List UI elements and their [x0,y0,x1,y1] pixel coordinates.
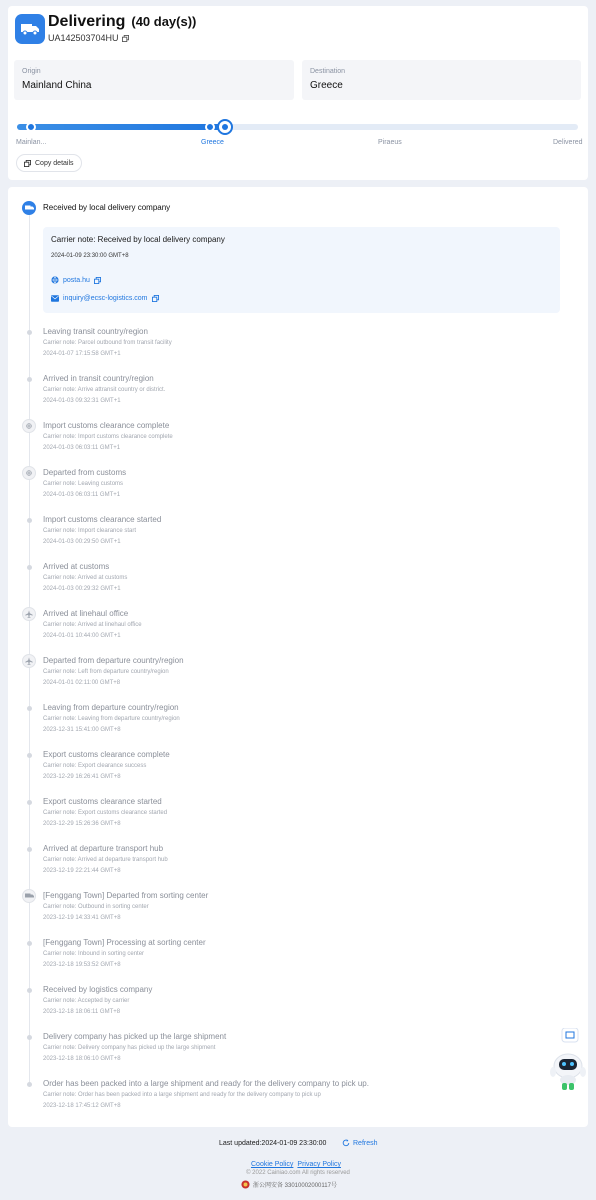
status-text: Delivering [48,13,126,30]
copyright: © 2022 Cainiao.com All rights reserved [246,1170,350,1176]
route-progress-bar [17,124,578,130]
destination-label: Destination [310,68,346,75]
event-title: Departed from departure country/region [43,656,184,665]
refresh-label: Refresh [353,1139,378,1147]
event-time: 2024-01-03 06:03:11 GMT+1 [43,492,121,498]
event-carrier-note: Carrier note: Accepted by carrier [43,998,130,1004]
event-time: 2023-12-18 19:53:52 GMT+8 [43,962,121,968]
event-time: 2024-01-03 06:03:11 GMT+1 [43,445,121,451]
event-carrier-note: Carrier note: Left from departure country/region [43,669,169,675]
customs-icon [22,419,36,433]
last-updated: Last updated:2024-01-09 23:30:00 [219,1140,327,1147]
police-badge-icon [241,1180,250,1189]
greece-dot [205,122,215,132]
origin-box [14,60,294,100]
origin-label: Origin [22,68,41,75]
event-title: Arrived in transit country/region [43,374,154,383]
stop-piraeus: Piraeus [378,139,402,146]
airplane-icon [22,654,36,668]
event-time: 2023-12-19 14:33:41 GMT+8 [43,915,121,921]
timeline-dot [27,800,32,805]
tracking-number-row [48,33,129,43]
event-carrier-note: Carrier note: Leaving customs [43,481,124,487]
event-time: 2023-12-18 18:06:11 GMT+8 [43,1009,121,1015]
event-title: Leaving transit country/region [43,327,148,336]
event-carrier-note: Carrier note: Parcel outbound from transit facility [43,340,172,346]
status-title [48,13,196,31]
customs-icon [22,466,36,480]
copy-details-label: Copy details [35,159,74,167]
globe-icon [51,276,59,284]
latest-carrier-note: Carrier note: Received by local delivery company [51,235,225,244]
assistant-robot-button[interactable] [548,1028,588,1092]
event-carrier-note: Carrier note: Arrived at linehaul office [43,622,142,628]
destination-value: Greece [310,80,343,91]
event-carrier-note: Carrier note: Arrive attransit country or district. [43,387,166,393]
latest-event-time: 2024-01-09 23:30:00 GMT+8 [51,253,129,259]
event-time: 2024-01-03 09:32:31 GMT+1 [43,398,121,404]
event-carrier-note: Carrier note: Order has been packed into a large shipment and ready for the delivery company to pick up [43,1092,321,1098]
carrier-email[interactable]: inquiry@ecsc-logistics.com [63,295,148,302]
event-time: 2023-12-29 15:26:36 GMT+8 [43,821,121,827]
event-time: 2023-12-18 18:06:10 GMT+8 [43,1056,121,1062]
event-time: 2024-01-01 10:44:00 GMT+1 [43,633,121,639]
event-time: 2024-01-03 00:29:32 GMT+1 [43,586,121,592]
carrier-email-link[interactable] [51,295,159,302]
stop-origin: Mainlan... [16,139,47,146]
event-title: Import customs clearance complete [43,421,170,430]
current-position-marker [217,119,233,135]
timeline-dot [27,1035,32,1040]
cookie-policy-link[interactable]: Cookie Policy [251,1161,294,1168]
event-time: 2024-01-01 02:11:00 GMT+8 [43,680,121,686]
event-carrier-note: Carrier note: Leaving from departure country/region [43,716,180,722]
copy-icon[interactable] [152,295,159,302]
privacy-policy-link[interactable]: Privacy Policy [297,1161,341,1168]
event-title: Received by logistics company [43,985,153,994]
timeline-dot [27,706,32,711]
truck-icon [22,889,36,903]
timeline-dot [27,1082,32,1087]
timeline-dot [27,377,32,382]
event-title: Import customs clearance started [43,515,162,524]
refresh-button[interactable] [342,1139,378,1147]
event-title: [Fenggang Town] Processing at sorting center [43,938,206,947]
icp-record[interactable] [241,1180,337,1189]
event-title: Delivery company has picked up the large shipment [43,1032,227,1041]
copy-icon [24,160,31,167]
stop-greece: Greece [201,139,224,146]
icp-text: 浙公网安备 33010002000117号 [253,1183,337,1189]
event-carrier-note: Carrier note: Inbound in sorting center [43,951,145,957]
event-time: 2023-12-31 15:41:00 GMT+8 [43,727,121,733]
event-time: 2024-01-03 00:29:50 GMT+1 [43,539,121,545]
tracking-number: UA142503704HU [48,33,119,43]
event-carrier-note: Carrier note: Import clearance start [43,528,137,534]
destination-box [302,60,581,100]
event-time: 2024-01-07 17:15:58 GMT+1 [43,351,121,357]
latest-event-title: Received by local delivery company [43,203,171,212]
shipment-summary-card [8,6,588,180]
event-time: 2023-12-19 22:21:44 GMT+8 [43,868,121,874]
footer-links [251,1161,345,1168]
event-carrier-note: Carrier note: Import customs clearance complete [43,434,173,440]
latest-event-detail [43,227,560,313]
refresh-icon [342,1139,350,1147]
event-carrier-note: Carrier note: Export customs clearance started [43,810,168,816]
event-time: 2023-12-29 16:26:41 GMT+8 [43,774,121,780]
event-title: Departed from customs [43,468,127,477]
carrier-website-link[interactable] [51,276,101,284]
truck-icon [22,201,36,215]
event-title: Leaving from departure country/region [43,703,179,712]
event-time: 2023-12-18 17:45:12 GMT+8 [43,1103,121,1109]
timeline-dot [27,330,32,335]
event-title: Order has been packed into a large shipment and ready for the delivery company to pick up. [43,1079,369,1088]
delivery-truck-icon [15,14,45,44]
timeline-dot [27,988,32,993]
route-progress-fill [17,124,225,130]
timeline-dot [27,565,32,570]
event-carrier-note: Carrier note: Delivery company has picked up the large shipment [43,1045,216,1051]
transit-days: (40 day(s)) [131,14,197,29]
event-carrier-note: Carrier note: Arrived at departure transport hub [43,857,168,863]
timeline-dot [27,518,32,523]
timeline-dot [27,941,32,946]
origin-value: Mainland China [22,80,92,91]
airplane-icon [22,607,36,621]
event-carrier-note: Carrier note: Export clearance success [43,763,147,769]
tracking-timeline [8,187,588,1127]
copy-details-button[interactable] [16,154,82,172]
carrier-website[interactable]: posta.hu [63,276,90,284]
event-title: [Fenggang Town] Departed from sorting center [43,891,209,900]
origin-dot [26,122,36,132]
mail-icon [51,295,59,302]
event-title: Arrived at customs [43,562,110,571]
stop-delivered: Delivered [553,139,583,146]
event-carrier-note: Carrier note: Arrived at customs [43,575,128,581]
event-title: Arrived at departure transport hub [43,844,164,853]
event-title: Export customs clearance complete [43,750,170,759]
timeline-dot [27,753,32,758]
timeline-line [29,209,30,1084]
copy-icon[interactable] [122,35,129,42]
timeline-dot [27,847,32,852]
event-title: Export customs clearance started [43,797,162,806]
event-carrier-note: Carrier note: Outbound in sorting center [43,904,149,910]
event-title: Arrived at linehaul office [43,609,129,618]
copy-icon[interactable] [94,277,101,284]
